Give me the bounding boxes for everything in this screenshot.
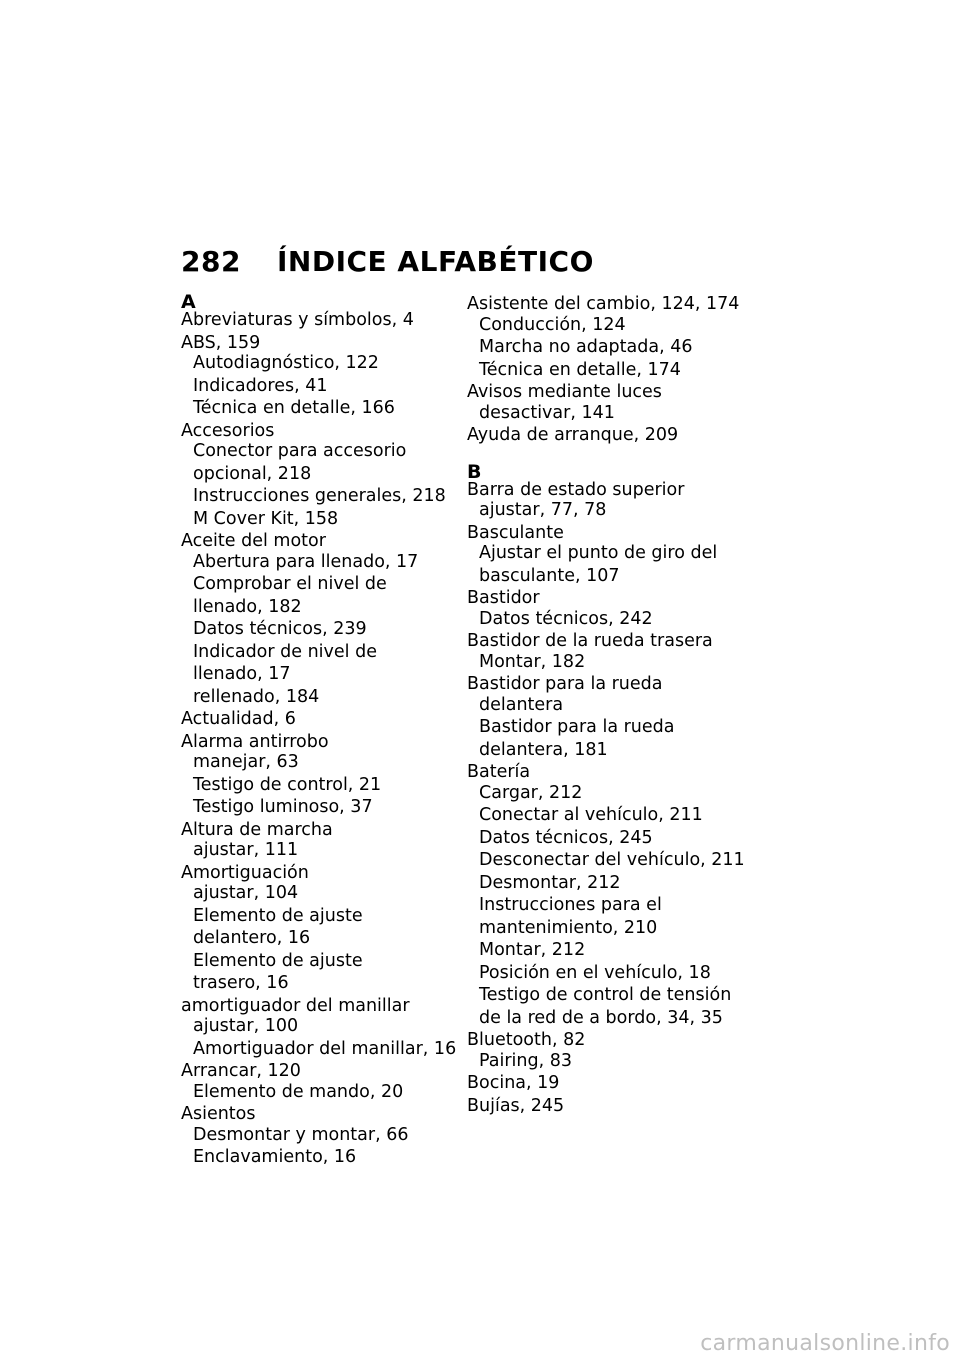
index-subentry: Marcha no adaptada, 46 bbox=[479, 337, 693, 357]
index-subentry: Datos técnicos, 242 bbox=[479, 608, 653, 629]
index-subentry: Indicadores, 41 bbox=[193, 375, 328, 396]
index-entry bbox=[181, 1104, 451, 1168]
index-entry-main: Bocina, 19 bbox=[467, 1073, 560, 1093]
index-subentry: Comprobar el nivel de bbox=[193, 574, 387, 594]
index-subentry: Desconectar del vehículo, 211 bbox=[479, 850, 745, 870]
index-subentry: llenado, 17 bbox=[193, 664, 291, 684]
index-entry-main: Arrancar, 120 bbox=[181, 1061, 301, 1081]
index-entry bbox=[181, 531, 451, 707]
index-entry-main: Bujías, 245 bbox=[467, 1095, 565, 1116]
index-entry bbox=[467, 1096, 737, 1117]
index-subentry: Bastidor para la rueda bbox=[479, 717, 675, 737]
index-entry-main: Abreviaturas y símbolos, 4 bbox=[181, 310, 414, 330]
index-entry-main: Basculante bbox=[467, 522, 564, 543]
index-entry bbox=[467, 294, 740, 380]
index-subentry: ajustar, 77, 78 bbox=[479, 500, 607, 520]
index-entry-main: Alarma antirrobo bbox=[181, 731, 329, 752]
index-entry-main: ABS, 159 bbox=[181, 332, 261, 353]
index-entry-main: Actualidad, 6 bbox=[181, 709, 296, 729]
index-subentry: Conector para accesorio bbox=[193, 441, 407, 461]
index-entry bbox=[181, 995, 457, 1060]
index-subentry: mantenimiento, 210 bbox=[479, 917, 658, 938]
index-entry bbox=[467, 588, 737, 629]
index-entry-main: Accesorios bbox=[181, 420, 275, 441]
index-subentry: Elemento de ajuste bbox=[193, 950, 363, 971]
page-header bbox=[181, 246, 594, 278]
index-subentry: Conectar al vehículo, 211 bbox=[479, 805, 703, 825]
index-subentry: Pairing, 83 bbox=[479, 1050, 573, 1071]
index-subentry: Desmontar, 212 bbox=[479, 872, 621, 893]
index-subentry: llenado, 182 bbox=[193, 596, 302, 617]
index-subentry: ajustar, 100 bbox=[193, 1016, 299, 1036]
index-entry bbox=[467, 762, 745, 1028]
index-entry-main: Bastidor de la rueda trasera bbox=[467, 631, 713, 651]
index-letter-heading: B bbox=[467, 460, 482, 483]
index-entry bbox=[467, 523, 737, 587]
index-subentry: Elemento de ajuste bbox=[193, 905, 363, 926]
index-subentry: Montar, 182 bbox=[479, 651, 586, 672]
index-entry bbox=[467, 631, 737, 672]
index-entry bbox=[181, 709, 451, 730]
index-subentry: Ajustar el punto de giro del bbox=[479, 543, 718, 563]
index-entry bbox=[181, 310, 451, 331]
index-subentry: Elemento de mando, 20 bbox=[193, 1081, 404, 1102]
index-entry bbox=[181, 820, 451, 861]
index-subentry: delantero, 16 bbox=[193, 928, 311, 948]
index-subentry: Instrucciones generales, 218 bbox=[193, 486, 446, 506]
index-subentry: Testigo de control de tensión bbox=[479, 985, 732, 1005]
index-entry-main: Avisos mediante luces bbox=[467, 382, 662, 402]
index-column-left bbox=[181, 291, 457, 1168]
index-entry bbox=[467, 382, 737, 423]
index-entry-main: Ayuda de arranque, 209 bbox=[467, 425, 679, 445]
index-subentry: Montar, 212 bbox=[479, 940, 586, 960]
page-title: ÍNDICE ALFABÉTICO bbox=[277, 245, 594, 278]
index-entry-main: Aceite del motor bbox=[181, 531, 326, 551]
index-subentry: delantera, 181 bbox=[479, 739, 608, 760]
index-subentry: de la red de a bordo, 34, 35 bbox=[479, 1007, 723, 1028]
index-subentry: rellenado, 184 bbox=[193, 686, 320, 707]
index-subentry: Testigo de control, 21 bbox=[193, 774, 382, 795]
index-subentry: Instrucciones para el bbox=[479, 895, 662, 915]
index-subentry: Datos técnicos, 239 bbox=[193, 619, 367, 639]
index-subentry: delantera bbox=[479, 694, 564, 715]
index-subentry: basculante, 107 bbox=[479, 565, 620, 586]
index-entry bbox=[467, 1073, 737, 1094]
index-entry-main: Batería bbox=[467, 762, 531, 782]
index-subentry: Autodiagnóstico, 122 bbox=[193, 353, 379, 373]
index-subentry: Desmontar y montar, 66 bbox=[193, 1124, 409, 1145]
index-entry-main: Bluetooth, 82 bbox=[467, 1030, 586, 1050]
index-entry bbox=[467, 480, 737, 521]
index-entry bbox=[181, 863, 451, 994]
index-entry-main: Barra de estado superior bbox=[467, 479, 685, 500]
index-subentry: Datos técnicos, 245 bbox=[479, 827, 653, 848]
index-entry bbox=[181, 333, 451, 419]
index-entry bbox=[467, 674, 737, 760]
index-subentry: Técnica en detalle, 166 bbox=[193, 398, 395, 418]
index-entry-main: Altura de marcha bbox=[181, 819, 333, 840]
page-number: 282 bbox=[181, 245, 241, 278]
index-letter-heading: A bbox=[181, 291, 196, 313]
watermark: carmanualsonline.info bbox=[700, 1331, 950, 1356]
index-entry-main: amortiguador del manillar bbox=[181, 995, 410, 1016]
index-subentry: Cargar, 212 bbox=[479, 782, 583, 803]
index-entry bbox=[181, 732, 451, 818]
index-subentry: M Cover Kit, 158 bbox=[193, 508, 339, 529]
index-entry-main: Asientos bbox=[181, 1104, 256, 1124]
index-entry-main: Amortiguación bbox=[181, 862, 309, 883]
index-subentry: Testigo luminoso, 37 bbox=[193, 797, 373, 817]
index-subentry: manejar, 63 bbox=[193, 752, 299, 772]
index-entry bbox=[467, 1030, 737, 1071]
index-subentry: Indicador de nivel de bbox=[193, 641, 377, 662]
index-entry bbox=[467, 425, 737, 446]
index-subentry: Técnica en detalle, 174 bbox=[479, 359, 681, 380]
index-subentry: Conducción, 124 bbox=[479, 314, 626, 335]
index-subentry: trasero, 16 bbox=[193, 973, 289, 993]
index-entry bbox=[181, 421, 451, 530]
index-subentry: ajustar, 111 bbox=[193, 840, 299, 860]
index-subentry: opcional, 218 bbox=[193, 463, 312, 484]
index-subentry: Amortiguador del manillar, 16 bbox=[193, 1038, 457, 1059]
index-column-right bbox=[467, 294, 745, 1116]
index-subentry: ajustar, 104 bbox=[193, 883, 299, 903]
index-entry-main: Asistente del cambio, 124, 174 bbox=[467, 294, 740, 314]
index-entry-main: Bastidor para la rueda bbox=[467, 674, 663, 694]
index-subentry: Posición en el vehículo, 18 bbox=[479, 962, 711, 983]
index-entry bbox=[181, 1061, 451, 1102]
index-subentry: desactivar, 141 bbox=[479, 402, 615, 423]
index-subentry: Enclavamiento, 16 bbox=[193, 1147, 357, 1167]
index-entry-main: Bastidor bbox=[467, 588, 540, 608]
index-subentry: Abertura para llenado, 17 bbox=[193, 551, 419, 572]
